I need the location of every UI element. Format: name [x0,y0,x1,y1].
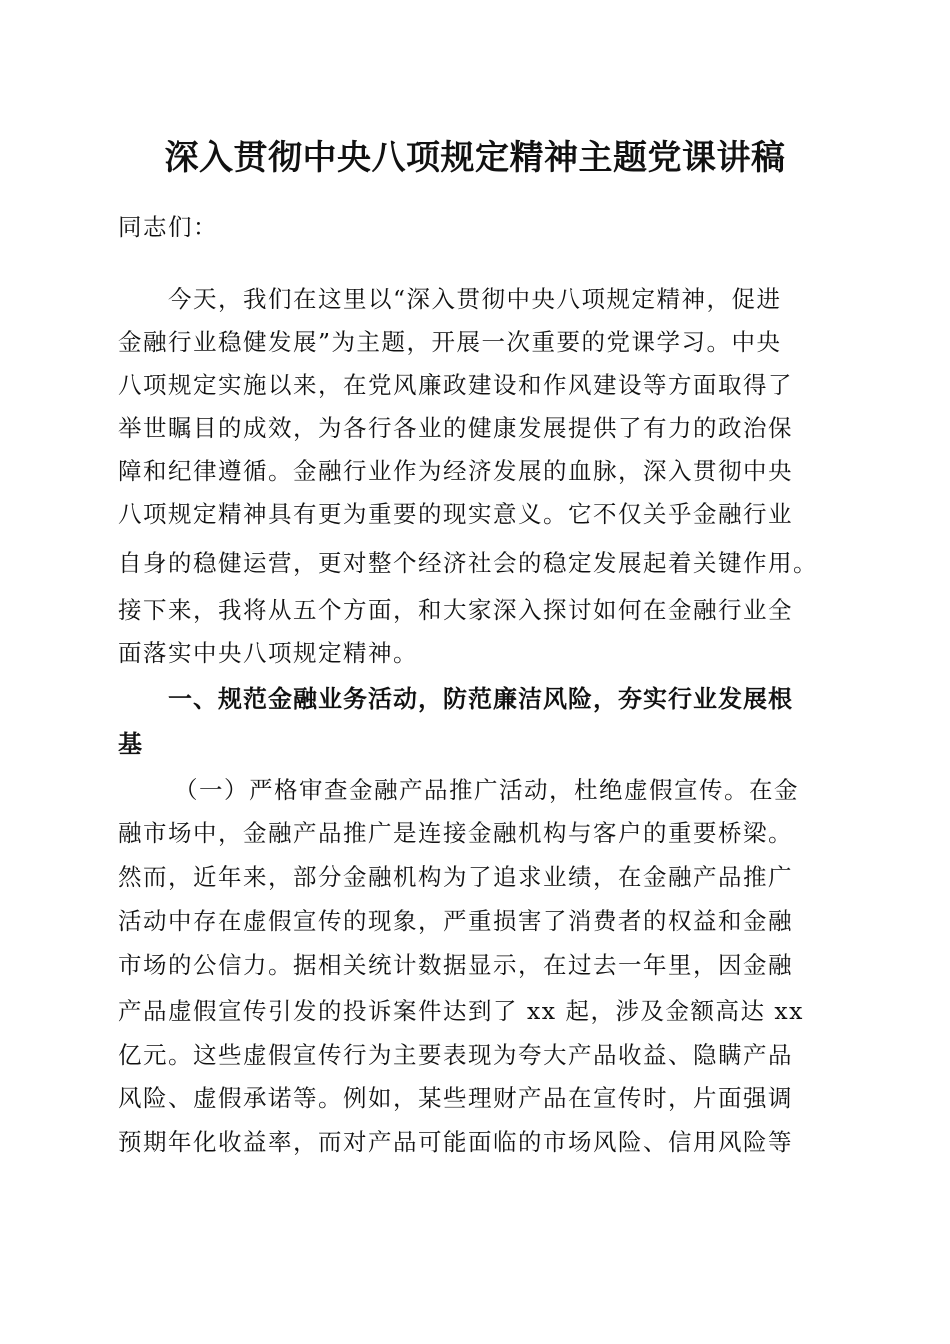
paragraph-line: 八项规定实施以来，在党风廉政建设和作风建设等方面取得了 [118,371,793,399]
paragraph-line: 风险、虚假承诺等。例如，某些理财产品在宣传时，片面强调 [118,1084,793,1112]
paragraph-line: 自身的稳健运营，更对整个经济社会的稳定发展起着关键作用。 [118,549,818,577]
paragraph-line: 八项规定精神具有更为重要的现实意义。它不仅关乎金融行业 [118,500,793,528]
paragraph-line: 举世瞩目的成效，为各行各业的健康发展提供了有力的政治保 [118,414,793,442]
paragraph-line: 活动中存在虚假宣传的现象，严重损害了消费者的权益和金融 [118,907,793,935]
section-heading: 一、规范金融业务活动，防范廉洁风险，夯实行业发展根 [168,685,793,713]
paragraph-line: 预期年化收益率，而对产品可能面临的市场风险、信用风险等 [118,1128,793,1156]
paragraph-line: 金融行业稳健发展”为主题，开展一次重要的党课学习。中央 [118,328,782,356]
paragraph-line: 障和纪律遵循。金融行业作为经济发展的血脉，深入贯彻中央 [118,457,793,485]
paragraph-line: 今天，我们在这里以“深入贯彻中央八项规定精神，促进 [168,285,782,313]
section-heading: 基 [118,730,143,758]
paragraph-line: （一）严格审查金融产品推广活动，杜绝虚假宣传。在金 [174,776,799,804]
paragraph-line: 产品虚假宣传引发的投诉案件达到了 xx 起，涉及金额高达 xx [118,997,804,1025]
paragraph-line: 面落实中央八项规定精神。 [118,639,418,667]
document-title: 深入贯彻中央八项规定精神主题党课讲稿 [164,138,786,178]
paragraph-line: 接下来，我将从五个方面，和大家深入探讨如何在金融行业全 [118,596,793,624]
salutation: 同志们： [118,213,218,241]
paragraph-line: 亿元。这些虚假宣传行为主要表现为夸大产品收益、隐瞒产品 [118,1041,793,1069]
paragraph-line: 然而，近年来，部分金融机构为了追求业绩，在金融产品推广 [118,863,793,891]
paragraph-line: 市场的公信力。据相关统计数据显示，在过去一年里，因金融 [118,951,793,979]
paragraph-line: 融市场中，金融产品推广是连接金融机构与客户的重要桥梁。 [118,819,793,847]
